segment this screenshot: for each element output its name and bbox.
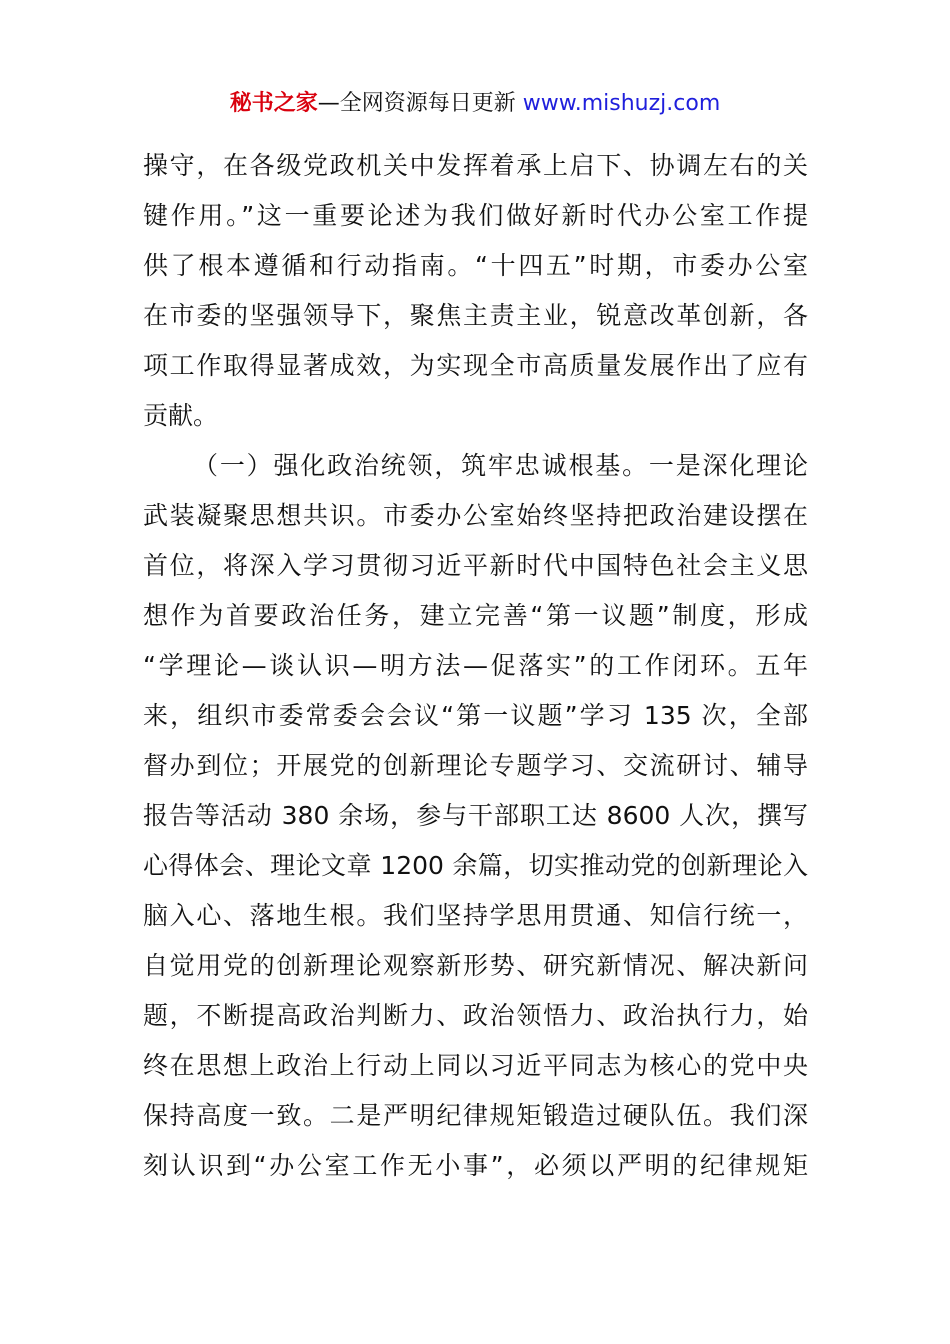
text-line: 心得体会、理论文章 1200 余篇，切实推动党的创新理论入 — [143, 851, 808, 880]
text-line: 在市委的坚强领导下，聚焦主责主业，锐意改革创新，各 — [143, 301, 808, 330]
text-line: 保持高度一致。二是严明纪律规矩锻造过硬队伍。我们深 — [143, 1101, 808, 1130]
text-line: 自觉用党的创新理论观察新形势、研究新情况、解决新问 — [143, 951, 808, 980]
text-line: 督办到位；开展党的创新理论专题学习、交流研讨、辅导 — [143, 751, 808, 780]
text-line: 供了根本遵循和行动指南。“十四五”时期，市委办公室 — [143, 251, 808, 280]
text-line: 脑入心、落地生根。我们坚持学思用贯通、知信行统一， — [143, 901, 808, 930]
text-line: 题，不断提高政治判断力、政治领悟力、政治执行力，始 — [143, 1001, 808, 1030]
text-line: “学理论—谈认识—明方法—促落实”的工作闭环。五年 — [143, 651, 808, 680]
text-line: 想作为首要政治任务，建立完善“第一议题”制度，形成 — [143, 601, 808, 630]
text-line: 来，组织市委常委会会议“第一议题”学习 135 次，全部 — [143, 701, 808, 730]
section-heading-line: （一）强化政治统领，筑牢忠诚根基。一是深化理论 — [193, 451, 808, 480]
header-tagline: —全网资源每日更新 — [317, 91, 523, 116]
header-brand: 秘书之家 — [229, 91, 318, 116]
text-line: 操守，在各级党政机关中发挥着承上启下、协调左右的关 — [143, 151, 808, 180]
text-line: 武装凝聚思想共识。市委办公室始终坚持把政治建设摆在 — [143, 501, 808, 530]
text-line: 刻认识到“办公室工作无小事”，必须以严明的纪律规矩 — [143, 1151, 808, 1180]
document-body — [143, 141, 808, 1191]
text-line: 报告等活动 380 余场，参与干部职工达 8600 人次，撰写 — [143, 801, 808, 830]
text-line: 贡献。 — [143, 401, 219, 430]
text-line: 键作用。”这一重要论述为我们做好新时代办公室工作提 — [143, 201, 808, 230]
text-line: 首位，将深入学习贯彻习近平新时代中国特色社会主义思 — [143, 551, 808, 580]
header-url[interactable]: www.mishuzj.com — [522, 91, 721, 116]
text-line: 项工作取得显著成效，为实现全市高质量发展作出了应有 — [143, 351, 808, 380]
text-line: 终在思想上政治上行动上同以习近平同志为核心的党中央 — [143, 1051, 808, 1080]
document-header — [0, 88, 950, 120]
